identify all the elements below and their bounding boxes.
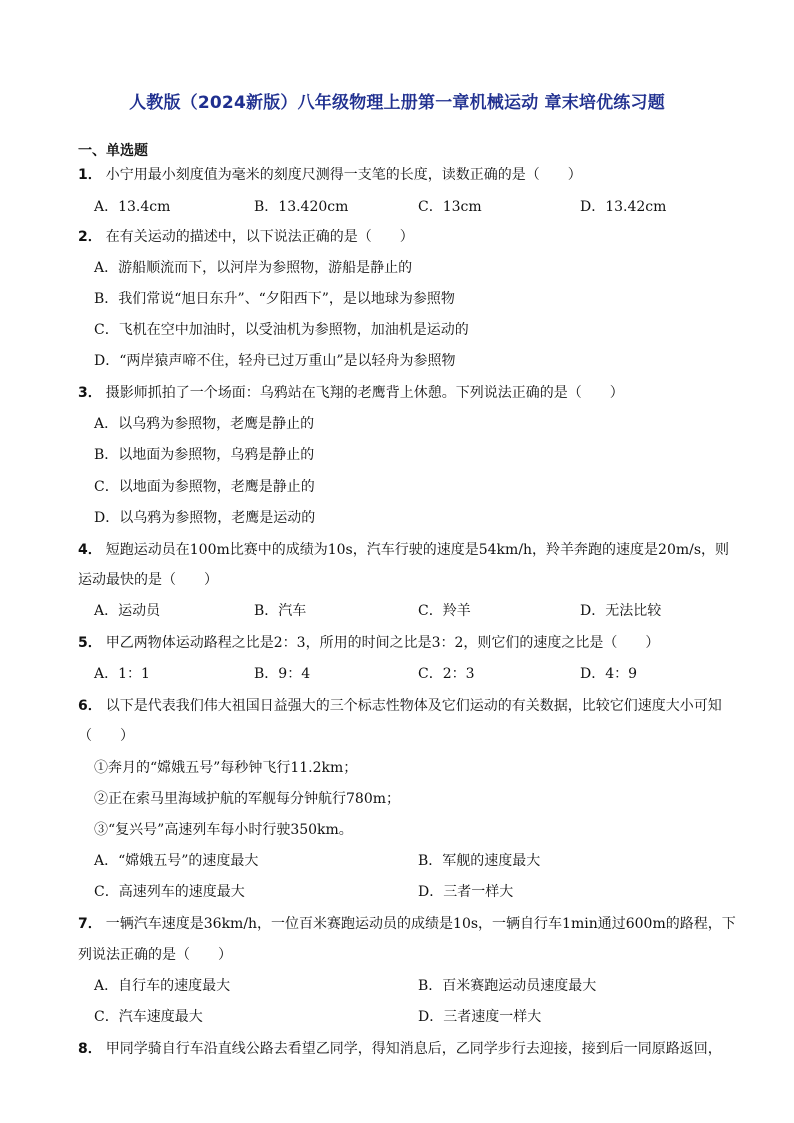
page-title: 人教版（2024新版）八年级物理上册第一章机械运动 章末培优练习题	[129, 93, 665, 113]
option-a: A．游船顺流而下，以河岸为参照物，游船是静止的	[94, 260, 413, 276]
question-text: 在有关运动的描述中，以下说法正确的是（ ）	[105, 229, 414, 245]
question-5	[78, 634, 659, 652]
option-d: D．4：9	[580, 666, 638, 682]
option-a: A．运动员	[94, 603, 161, 619]
question-7	[78, 915, 736, 933]
data-item-1: ①奔月的“嫦娥五号”每秒钟飞行11.2km；	[94, 760, 358, 776]
option-c: C．2：3	[418, 666, 475, 682]
option-a: A．13.4cm	[94, 199, 171, 215]
option-a: A．1：1	[94, 666, 150, 682]
question-text: 摄影师抓拍了一个场面：乌鸦站在飞翔的老鹰背上休憩。下列说法正确的是（ ）	[105, 385, 624, 401]
data-item-3: ③“复兴号”高速列车每小时行驶350km。	[94, 822, 353, 838]
option-d: D．无法比较	[580, 603, 662, 619]
question-text: 小宁用最小刻度值为毫米的刻度尺测得一支笔的长度，读数正确的是（ ）	[105, 167, 582, 183]
question-6	[78, 697, 722, 715]
question-4	[78, 541, 729, 559]
question-6-continued: （ ）	[78, 728, 134, 744]
option-b: B．汽车	[254, 603, 307, 619]
option-d: D．三者速度一样大	[418, 1009, 542, 1025]
question-number: 5．	[78, 635, 102, 651]
question-number: 6．	[78, 698, 102, 714]
option-c: C．羚羊	[418, 603, 471, 619]
option-b: B．以地面为参照物，乌鸦是静止的	[94, 447, 315, 463]
question-text: 甲同学骑自行车沿直线公路去看望乙同学，得知消息后，乙同学步行去迎接，接到后一同原路返回，	[105, 1041, 722, 1057]
option-b: B．军舰的速度最大	[418, 853, 541, 869]
question-8	[78, 1040, 722, 1058]
question-text: 甲乙两物体运动路程之比是2：3，所用的时间之比是3：2，则它们的速度之比是（ ）	[105, 635, 660, 651]
data-item-2: ②正在索马里海域护航的军舰每分钟航行780m；	[94, 791, 400, 807]
question-number: 2．	[78, 229, 102, 245]
question-4-continued: 运动最快的是（ ）	[78, 572, 218, 588]
option-a: A．以乌鸦为参照物，老鹰是静止的	[94, 416, 315, 432]
question-1	[78, 166, 582, 184]
option-d: D．13.42cm	[580, 199, 667, 215]
question-text: 短跑运动员在100m比赛中的成绩为10s，汽车行驶的速度是54km/h，羚羊奔跑的速度是20m/s，则	[105, 542, 730, 558]
option-c: C．汽车速度最大	[94, 1009, 203, 1025]
question-number: 4．	[78, 542, 102, 558]
option-c: C．以地面为参照物，老鹰是静止的	[94, 479, 315, 495]
question-text: 一辆汽车速度是36km/h，一位百米赛跑运动员的成绩是10s，一辆自行车1min通过600m的路程，下	[105, 916, 736, 932]
option-b: B．百米赛跑运动员速度最大	[418, 978, 597, 994]
option-c: C．高速列车的速度最大	[94, 884, 245, 900]
question-number: 7．	[78, 916, 102, 932]
option-d: D．“两岸猿声啼不住，轻舟已过万重山”是以轻舟为参照物	[94, 353, 456, 369]
option-b: B．9：4	[254, 666, 311, 682]
option-d: D．以乌鸦为参照物，老鹰是运动的	[94, 510, 316, 526]
option-a: A．“嫦娥五号”的速度最大	[94, 853, 259, 869]
question-3	[78, 384, 624, 402]
question-2	[78, 228, 414, 246]
option-a: A．自行车的速度最大	[94, 978, 231, 994]
question-number: 3．	[78, 385, 102, 401]
section-heading: 一、单选题	[78, 143, 148, 159]
option-d: D．三者一样大	[418, 884, 514, 900]
question-text: 以下是代表我们伟大祖国日益强大的三个标志性物体及它们运动的有关数据，比较它们速度大小可知	[105, 698, 722, 714]
question-number: 1．	[78, 167, 102, 183]
option-c: C．13cm	[418, 199, 482, 215]
option-b: B．我们常说“旭日东升”、“夕阳西下”，是以地球为参照物	[94, 291, 455, 307]
option-c: C．飞机在空中加油时，以受油机为参照物，加油机是运动的	[94, 322, 469, 338]
question-7-continued: 列说法正确的是（ ）	[78, 947, 232, 963]
option-b: B．13.420cm	[254, 199, 349, 215]
question-number: 8．	[78, 1041, 102, 1057]
